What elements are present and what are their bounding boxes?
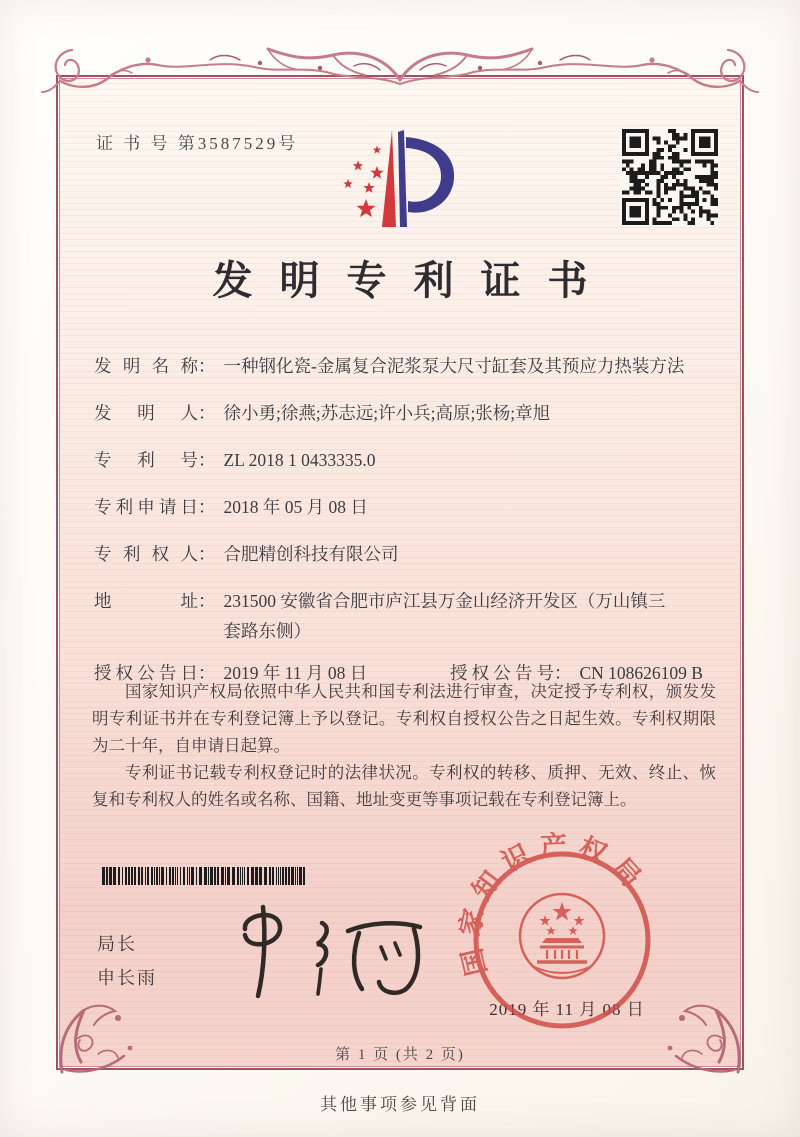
field-label: 地址 (94, 591, 198, 611)
colon: ： (198, 544, 216, 564)
colon: ： (198, 591, 216, 611)
national-emblem (520, 894, 604, 978)
colon: ： (198, 450, 216, 470)
field-value: 徐小勇;徐燕;苏志远;许小兵;高原;张杨;章旭 (223, 403, 551, 423)
legal-paragraph-2: 专利证书记载专利权登记时的法律状况。专利权的转移、质押、无效、终止、恢复和专利权人的姓名或名称、国籍、地址变更等事项记载在专利登记簿上。 (92, 763, 716, 809)
legal-paragraph-1: 国家知识产权局依照中华人民共和国专利法进行审查，决定授予专利权，颁发发明专利证书并在专利登记簿上予以登记。专利权自授权公告之日起生效。专利权期限为二十年，自申请日起算。 (92, 682, 716, 755)
certificate-title: 发明专利证书 (212, 258, 615, 303)
seal-text: 国家知识产权局 (454, 830, 653, 979)
field-label: 授权公告号 (450, 663, 554, 683)
field-filing-date (94, 492, 716, 522)
qr-code (620, 127, 720, 227)
field-label: 授权公告日 (94, 663, 198, 683)
cnipa-logo (332, 122, 492, 237)
signer-name: 申长雨 (97, 968, 157, 988)
field-value: ZL 2018 1 0433335.0 (223, 450, 376, 470)
field-invention-name (94, 351, 716, 381)
field-label: 专利号 (94, 450, 198, 470)
legal-paragraphs (92, 678, 716, 813)
field-patent-number (94, 445, 716, 475)
certificate-number: 证 书 号 第3587529号 (96, 134, 299, 153)
field-label: 专利申请日 (94, 497, 198, 517)
logo-stars (343, 146, 384, 218)
field-label: 发明名称 (94, 356, 198, 376)
field-value: 2018 年 05 月 08 日 (223, 497, 368, 517)
field-value: 合肥精创科技有限公司 (223, 544, 399, 564)
field-value: 231500 安徽省合肥市庐江县万金山经济开发区（万山镇三套路东侧） (223, 591, 666, 641)
colon: ： (198, 663, 216, 683)
field-patentee (94, 539, 716, 569)
colon: ： (554, 663, 572, 683)
colon: ： (198, 403, 216, 423)
field-value: CN 108626109 B (579, 663, 703, 683)
field-list (94, 351, 716, 705)
field-value: 一种钢化瓷-金属复合泥浆泵大尺寸缸套及其预应力热装方法 (223, 356, 685, 376)
page-number: 第 1 页 (共 2 页) (335, 1047, 465, 1063)
colon: ： (198, 497, 216, 517)
svg-text:国家知识产权局 (455, 830, 653, 979)
seal-date: 2019 年 11 月 08 日 (489, 1000, 645, 1019)
colon: ： (198, 356, 216, 376)
field-label: 专利权人 (94, 544, 198, 564)
certificate-frame (56, 75, 744, 1070)
signature (223, 899, 438, 1004)
signer-title: 局长 (97, 934, 137, 954)
back-note: 其他事项参见背面 (320, 1095, 480, 1114)
barcode (102, 867, 308, 885)
field-label: 发明人 (94, 403, 198, 423)
field-value: 2019 年 11 月 08 日 (223, 663, 368, 683)
field-address (94, 586, 716, 646)
field-inventors (94, 398, 716, 428)
